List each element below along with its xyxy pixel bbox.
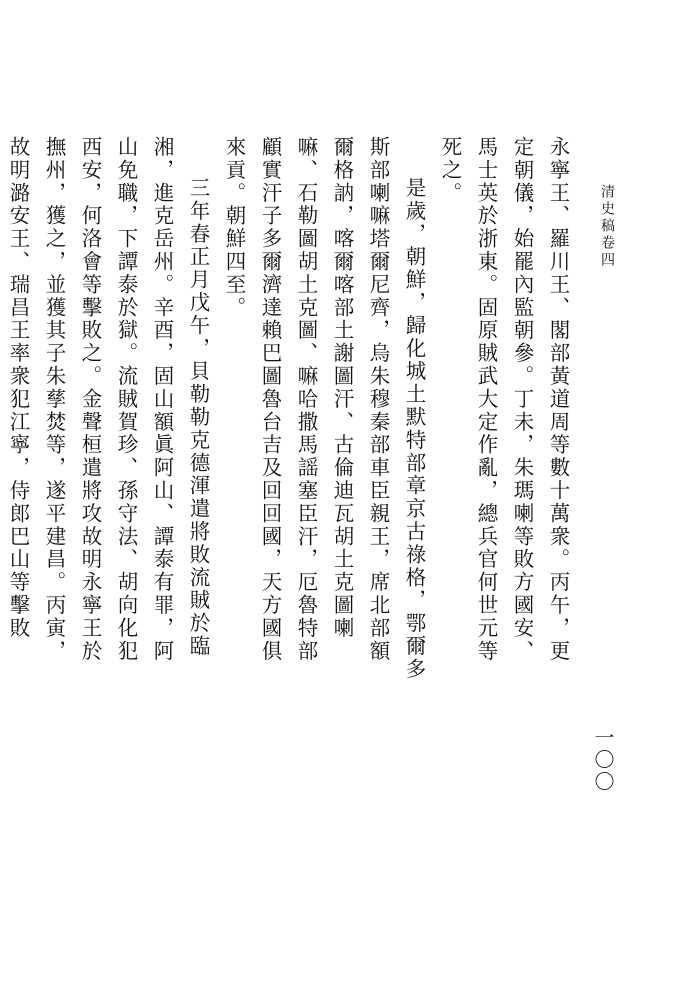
paragraph-3: 三年春正月戊午，貝勒勒克德渾遣將敗流賊於臨湘，進克岳州。辛酉，固山額眞阿山、譚泰有罪，阿山免職，下譚泰於獄。流賊賀珍、孫守法、胡向化犯西安，何洛會等擊敗之。金聲桓遣將攻故明永寧王於撫州，獲之，並獲其子朱孳焚等，遂平建昌。丙寅，故明潞安王、瑞昌王率衆犯江寧，侍郎巴山等擊敗 <box>6 136 210 663</box>
page-number: 一〇〇 <box>591 727 615 793</box>
paragraph-2: 是歲，朝鮮，歸化城土默特部章京古祿格，鄂爾多斯部喇嘛塔爾尼齊，烏朱穆秦部車臣親王，席北部額爾格訥，喀爾喀部土謝圖汗、古倫迪瓦胡土克圖喇嘛、石勒圖胡土克圖、嘛哈撒馬謡塞臣汗，厄魯特部顧實汗子多爾濟達賴巴圖魯台吉及回回國，天方國俱來貢。朝鮮四至。 <box>222 136 426 681</box>
paragraph-1: 永寧王、羅川王、閣部黃道周等數十萬衆。丙午，更定朝儀，始罷內監朝參。丁未，朱瑪喇等敗方國安、馬士英於浙東。固原賊武大定作亂，總兵官何世元等死之。 <box>438 136 570 663</box>
running-title: 清史稿卷四 <box>599 184 615 269</box>
main-text <box>6 136 576 681</box>
